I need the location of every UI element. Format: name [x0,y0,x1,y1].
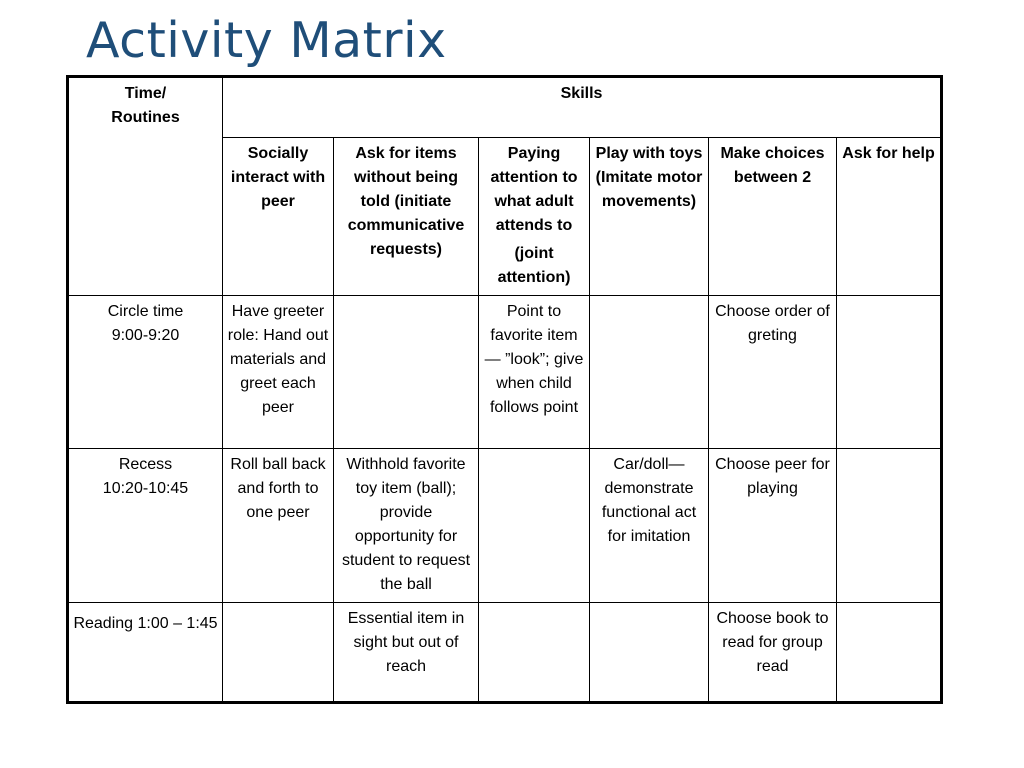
time-header-line: Time/ [124,85,167,102]
routine-name: Reading 1:00 – 1:45 [73,615,218,632]
table-cell: Car/doll— demonstrate functional act for imitation [590,449,709,603]
routine-cell-circle-time [68,296,223,449]
joint-attention-text: (joint attention) [497,245,571,286]
table-cell [479,603,590,703]
table-cell: Choose order of greting [709,296,837,449]
routines-header-line: Routines [111,109,180,126]
table-cell [590,296,709,449]
routine-cell-reading [68,603,223,703]
table-cell: Have greeter role: Hand out materials and greet each peer [223,296,334,449]
header-row-skills [68,77,942,138]
activity-matrix-table [66,75,943,704]
table-cell: Roll ball back and forth to one peer [223,449,334,603]
table-row [68,449,942,603]
column-header-ask-for-help: Ask for help [837,138,942,296]
column-header-paying-attention [479,138,590,296]
routine-name: Recess [118,456,173,473]
table-cell [590,603,709,703]
table-cell [837,296,942,449]
table-cell: Point to favorite item— ”look”; give when child follows point [479,296,590,449]
routine-time: 10:20-10:45 [102,480,189,497]
routine-time: 9:00-9:20 [111,327,180,344]
table-cell [837,449,942,603]
table-cell: Choose peer for playing [709,449,837,603]
table-row [68,296,942,449]
table-cell [223,603,334,703]
column-header-make-choices: Make choices between 2 [709,138,837,296]
table-cell: Withhold favorite toy item (ball); provide opportunity for student to request the ball [334,449,479,603]
table-cell [837,603,942,703]
table-cell: Choose book to read for group read [709,603,837,703]
table-row [68,603,942,703]
page-title: Activity Matrix [86,12,447,69]
table-cell [479,449,590,603]
column-header-play-with-toys: Play with toys (Imitate motor movements) [590,138,709,296]
routine-cell-recess [68,449,223,603]
routine-name: Circle time [107,303,184,320]
column-header-socially-interact: Socially interact with peer [223,138,334,296]
column-header-ask-for-items: Ask for items without being told (initiate communicative requests) [334,138,479,296]
paying-attention-text: Paying attention to what adult attends to [490,145,578,234]
skills-header: Skills [223,77,942,138]
table-cell [334,296,479,449]
table-cell: Essential item in sight but out of reach [334,603,479,703]
time-routines-header [68,77,223,296]
